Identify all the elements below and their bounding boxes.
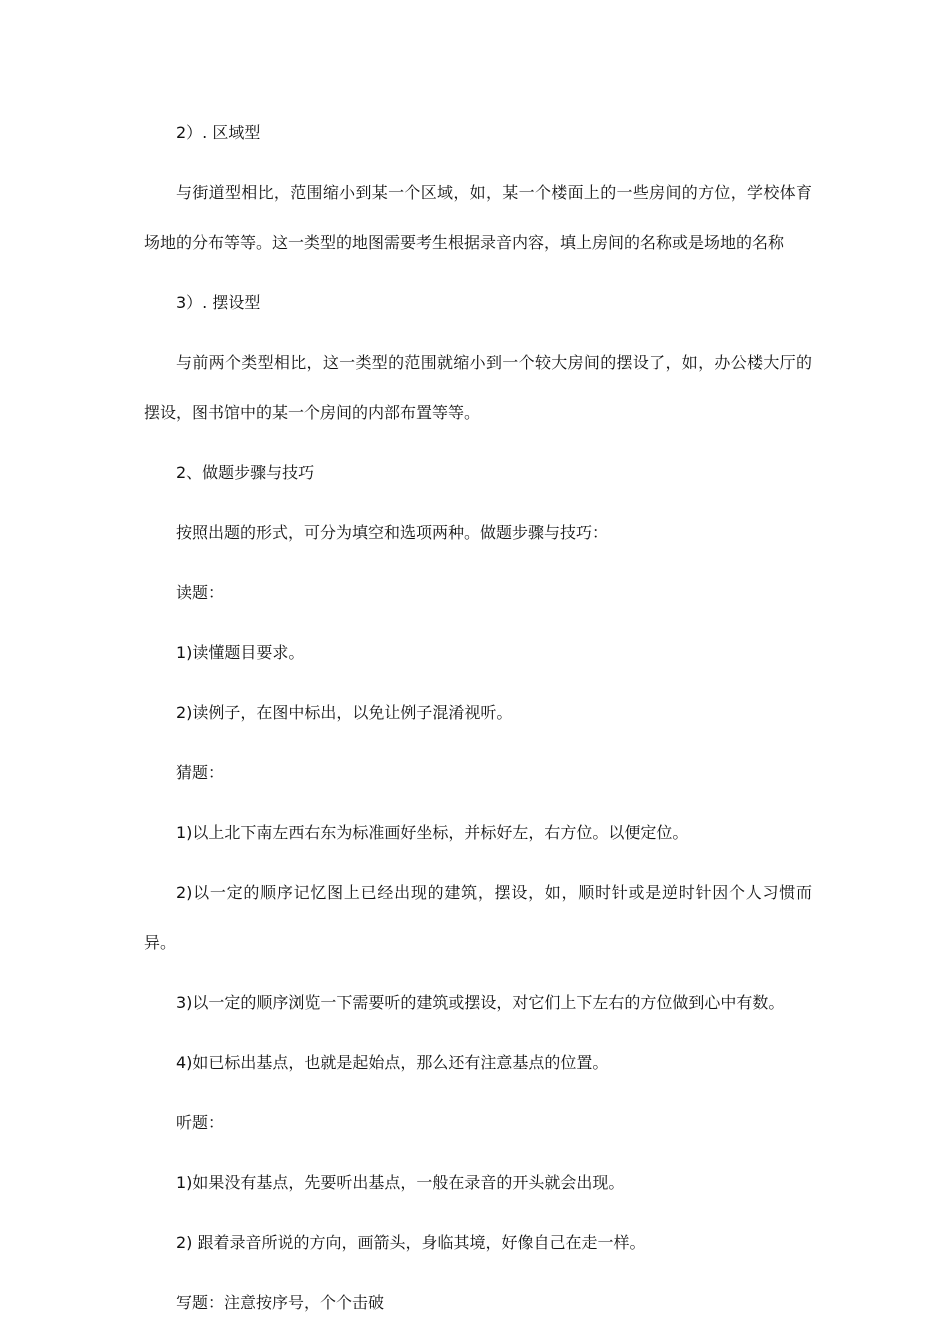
list-item-guess-2: 2)以一定的顺序记忆图上已经出现的建筑，摆设，如，顺时针或是逆时针因个人习惯而异。 (144, 883, 812, 952)
paragraph-regional-description: 与街道型相比，范围缩小到某一个区域，如，某一个楼面上的一些房间的方位，学校体育场地的分布等等。这一类型的地图需要考生根据录音内容，填上房间的名称或是场地的名称 (144, 183, 812, 252)
list-item-guess-1: 1)以上北下南左西右东为标准画好坐标，并标好左，右方位。以便定位。 (176, 823, 689, 842)
heading-layout-type: 3）. 摆设型 (176, 293, 261, 312)
list-item-read-2: 2)读例子，在图中标出，以免让例子混淆视听。 (176, 703, 513, 722)
label-write-question: 写题：注意按序号，个个击破 (176, 1293, 385, 1312)
label-guess-question: 猜题： (176, 763, 225, 782)
label-read-question: 读题： (176, 583, 225, 602)
document-body (144, 108, 812, 1338)
paragraph-steps-intro: 按照出题的形式，可分为填空和选项两种。做题步骤与技巧： (176, 523, 609, 542)
list-item-listen-1: 1)如果没有基点，先要听出基点，一般在录音的开头就会出现。 (176, 1173, 625, 1192)
paragraph-layout-description: 与前两个类型相比，这一类型的范围就缩小到一个较大房间的摆设了，如，办公楼大厅的摆设，图书馆中的某一个房间的内部布置等等。 (144, 353, 812, 422)
label-listen-question: 听题： (176, 1113, 225, 1132)
list-item-guess-3: 3)以一定的顺序浏览一下需要听的建筑或摆设，对它们上下左右的方位做到心中有数。 (176, 993, 785, 1012)
heading-steps-and-tips: 2、做题步骤与技巧 (176, 463, 315, 482)
heading-regional-type: 2）. 区域型 (176, 123, 261, 142)
list-item-read-1: 1)读懂题目要求。 (176, 643, 305, 662)
list-item-listen-2: 2) 跟着录音所说的方向，画箭头，身临其境，好像自己在走一样。 (176, 1233, 646, 1252)
list-item-guess-4: 4)如已标出基点，也就是起始点，那么还有注意基点的位置。 (176, 1053, 609, 1072)
